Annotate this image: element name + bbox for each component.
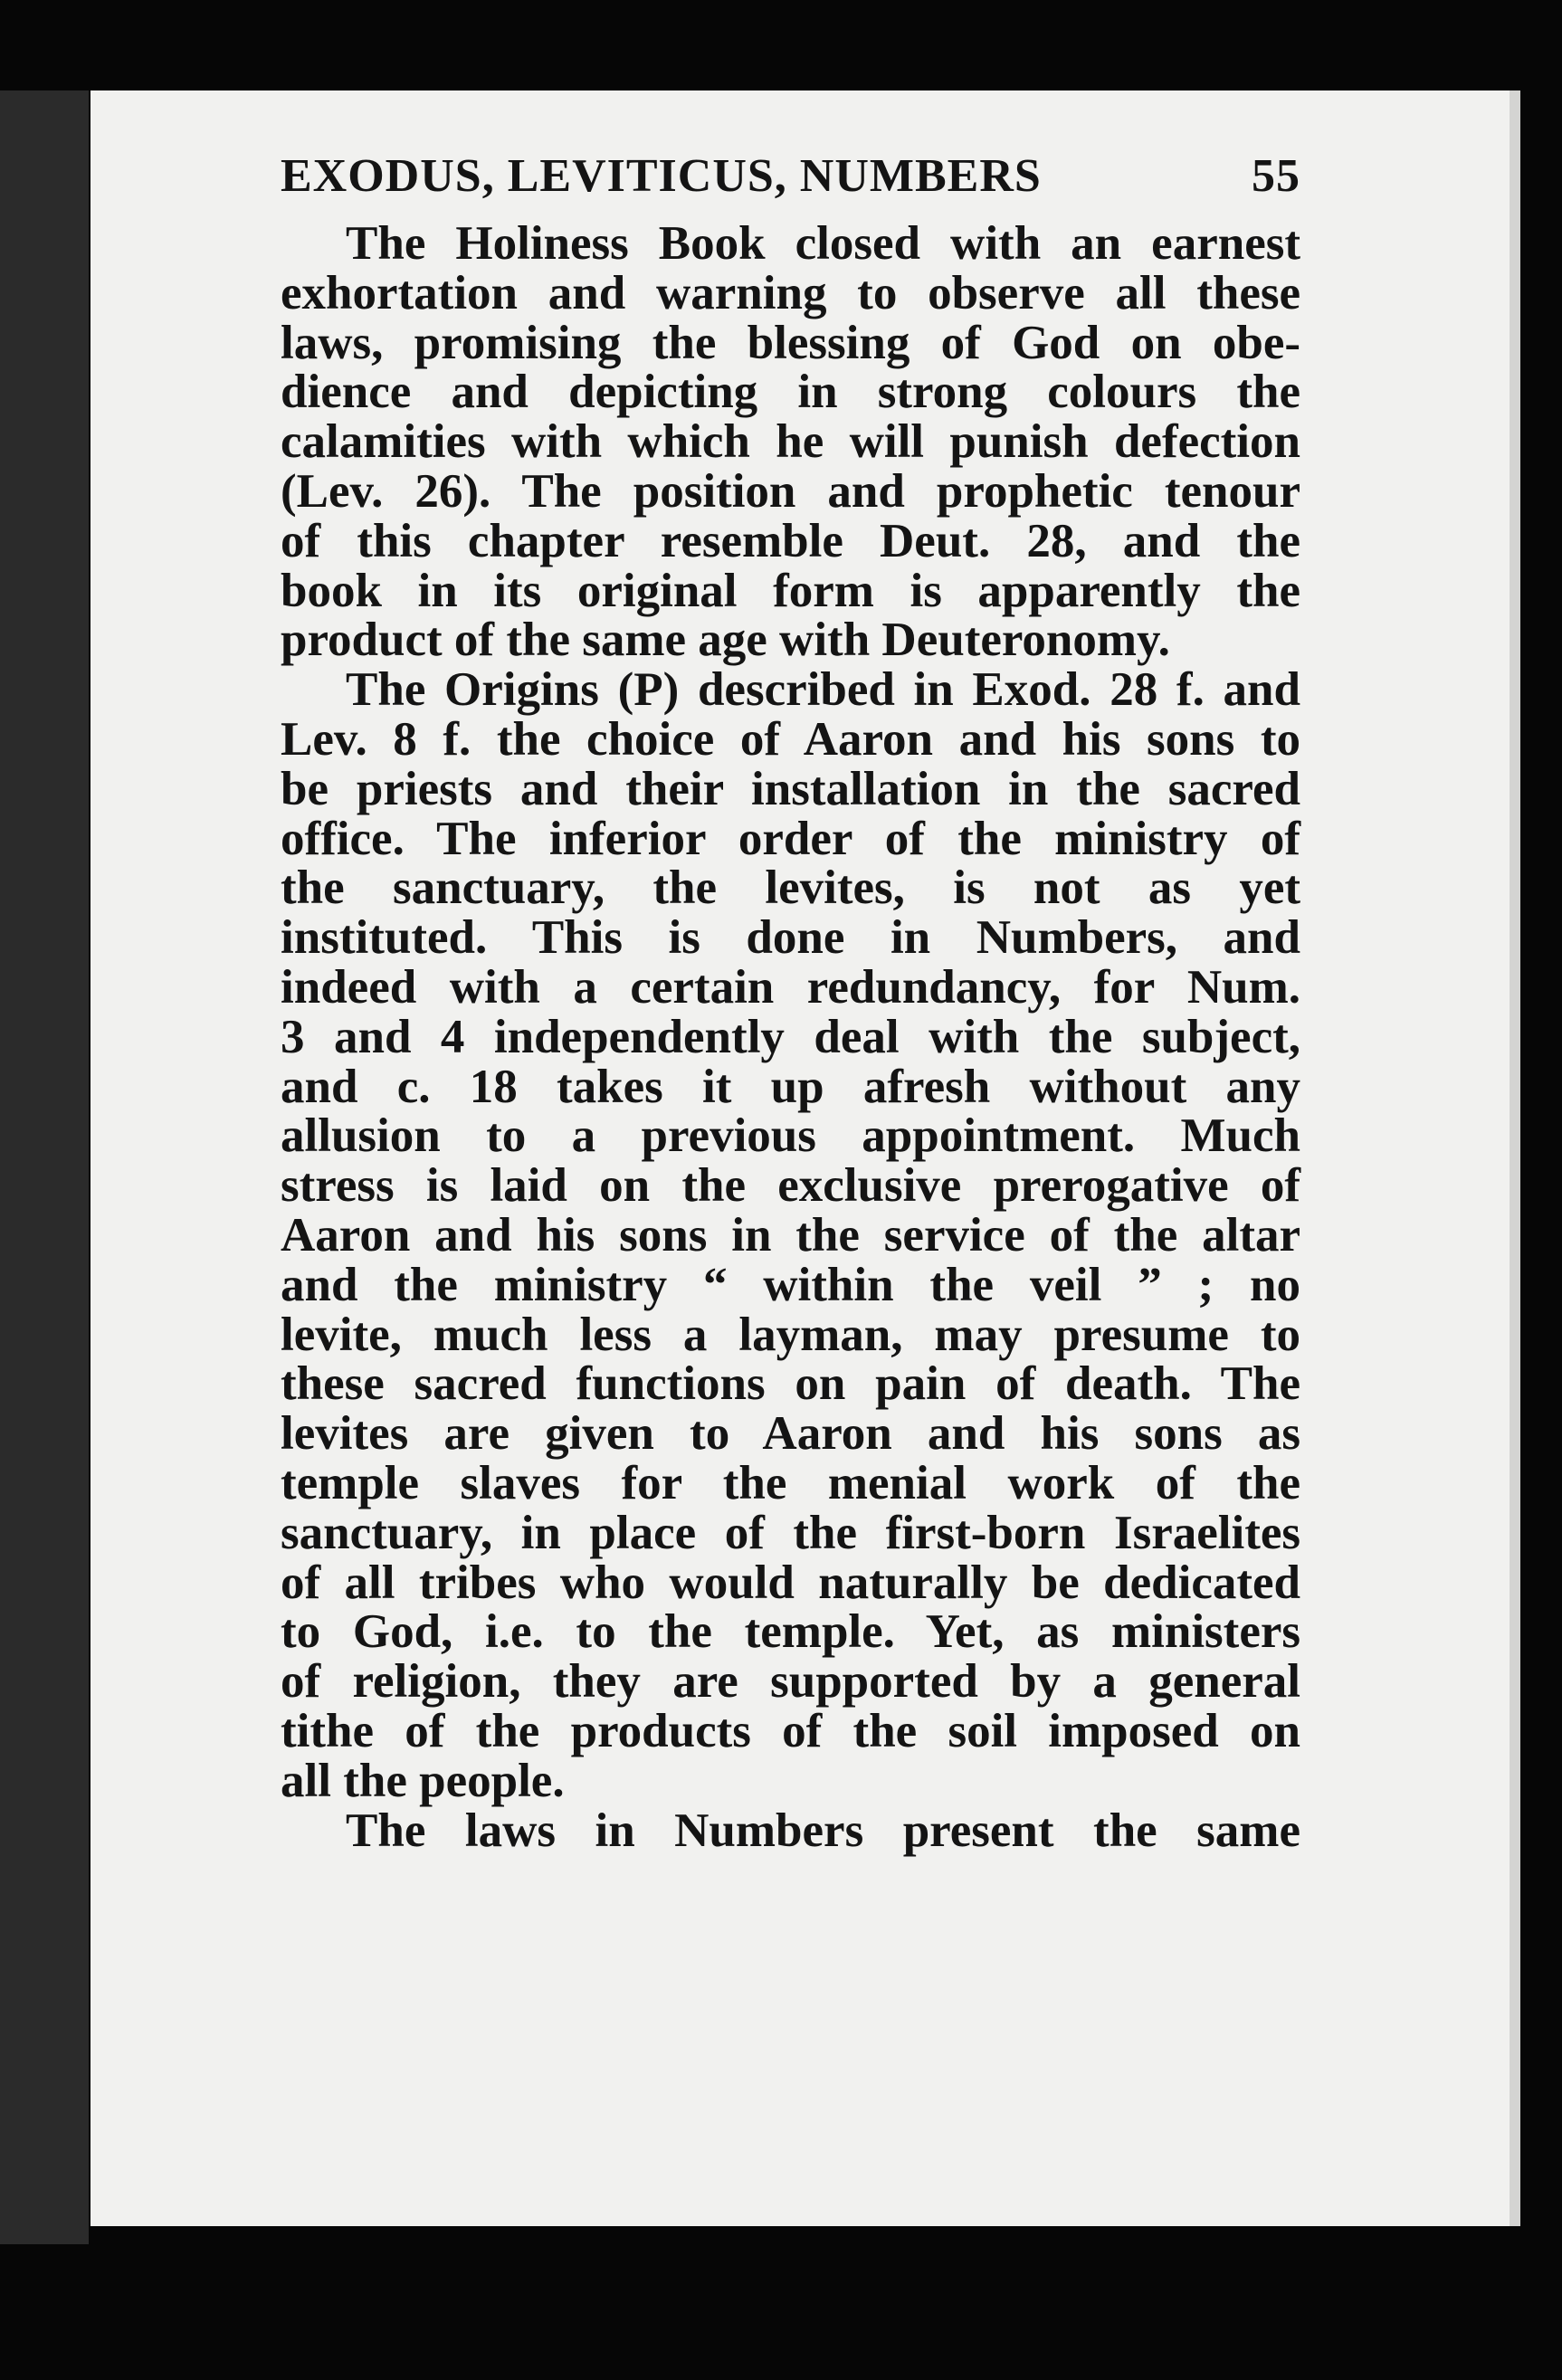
running-title: EXODUS, LEVITICUS, NUMBERS xyxy=(281,150,1042,202)
text-line: of all tribes who would naturally be dedicated xyxy=(281,1556,1300,1609)
text-line: tithe of the products of the soil imposed on xyxy=(281,1704,1300,1757)
text-line: and the ministry “ within the veil ” ; no xyxy=(281,1258,1300,1311)
running-header xyxy=(281,140,1300,213)
text-line: sanctuary, in place of the first-born Israelites xyxy=(281,1506,1300,1559)
text-line: all the people. xyxy=(281,1754,565,1807)
text-line: and c. 18 takes it up afresh without any xyxy=(281,1060,1300,1113)
text-line: stress is laid on the exclusive prerogative of xyxy=(281,1159,1300,1213)
page-number: 55 xyxy=(1252,150,1300,202)
text-line: these sacred functions on pain of death. The xyxy=(281,1357,1300,1411)
text-line: be priests and their installation in the sacred xyxy=(281,762,1300,815)
text-line: The laws in Numbers present the same xyxy=(346,1804,1300,1857)
text-line: 3 and 4 independently deal with the subject, xyxy=(281,1010,1300,1063)
text-line: instituted. This is done in Numbers, and xyxy=(281,911,1300,965)
body-text xyxy=(281,219,1300,1855)
text-line: exhortation and warning to observe all these xyxy=(281,266,1300,319)
text-line: allusion to a previous appointment. Much xyxy=(281,1109,1300,1163)
text-line: indeed with a certain redundancy, for Num. xyxy=(281,960,1300,1014)
text-line: calamities with which he will punish defection xyxy=(281,415,1300,469)
text-line: Aaron and his sons in the service of the altar xyxy=(281,1208,1300,1261)
text-line: the sanctuary, the levites, is not as yet xyxy=(281,862,1300,915)
text-line: office. The inferior order of the ministry of xyxy=(281,812,1300,865)
text-line: to God, i.e. to the temple. Yet, as ministers xyxy=(281,1605,1300,1659)
text-line: Lev. 8 f. the choice of Aaron and his sons to xyxy=(281,712,1300,766)
text-line: The Holiness Book closed with an earnest xyxy=(346,217,1300,270)
text-line: levites are given to Aaron and his sons as xyxy=(281,1407,1300,1461)
text-line: of this chapter resemble Deut. 28, and the xyxy=(281,514,1300,567)
text-line: (Lev. 26). The position and prophetic tenour xyxy=(281,464,1300,518)
text-line: of religion, they are supported by a general xyxy=(281,1655,1300,1709)
text-line: temple slaves for the menial work of the xyxy=(281,1456,1300,1509)
text-line: product of the same age with Deuteronomy. xyxy=(281,614,1170,667)
text-line: book in its original form is apparently the xyxy=(281,564,1300,617)
text-line: The Origins (P) described in Exod. 28 f. and xyxy=(346,663,1300,717)
left-page-edge xyxy=(0,90,89,2244)
text-line: dience and depicting in strong colours the xyxy=(281,366,1300,419)
text-line: levite, much less a layman, may presume to xyxy=(281,1308,1300,1361)
text-line: laws, promising the blessing of God on obe- xyxy=(281,316,1300,369)
